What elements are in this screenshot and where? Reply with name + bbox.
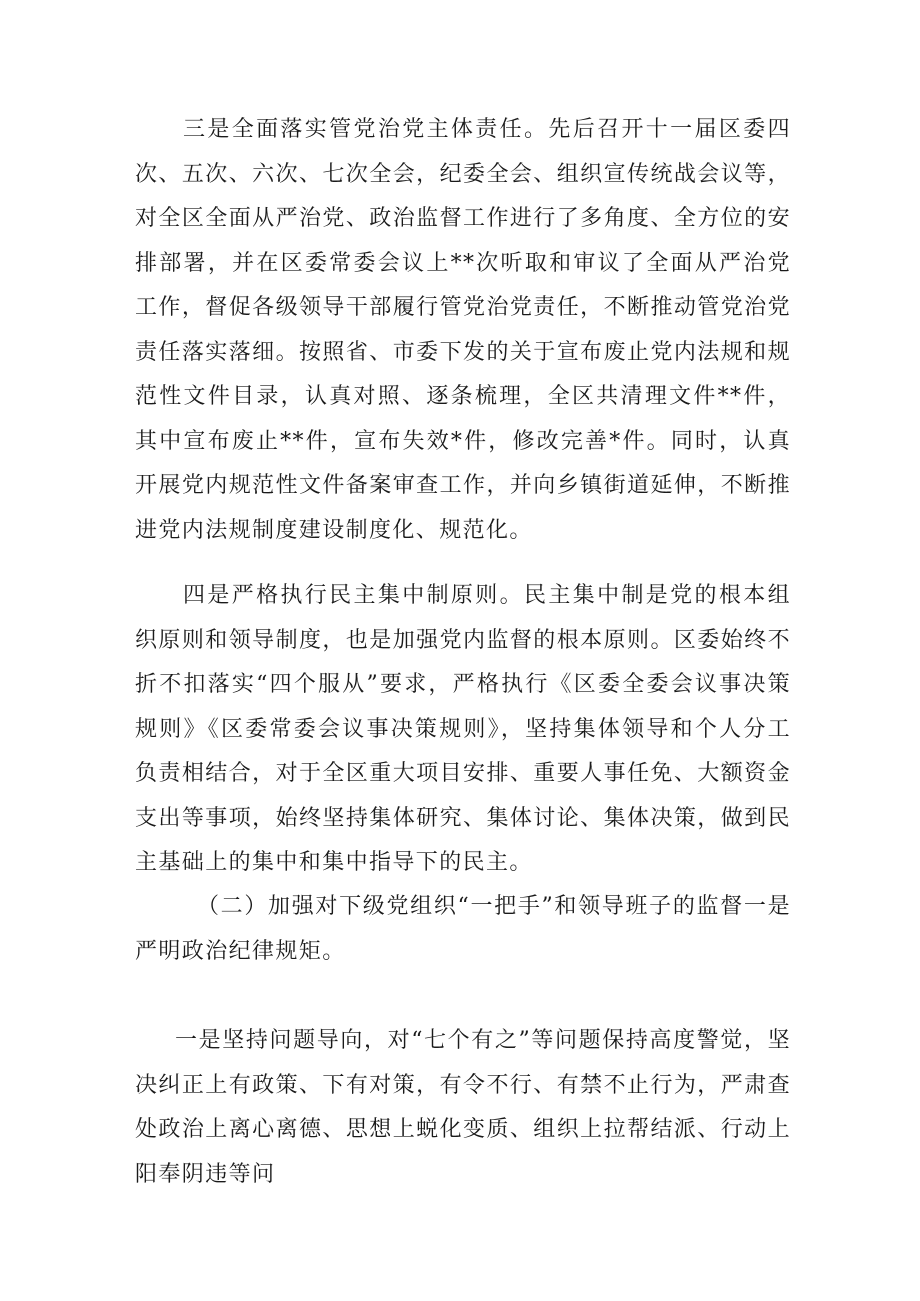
section-heading-supervision: （二）加强对下级党组织“一把手”和领导班子的监督一是严明政治纪律规矩。 [135, 894, 791, 964]
paragraph-democratic-centralism: 四是严格执行民主集中制原则。民主集中制是党的根本组织原则和领导制度，也是加强党内监督的根本原则。区委始终不折不扣落实“四个服从”要求，严格执行《区委全委会议事决策规则》《区委常委会议事决策规则》，坚持集体领导和个人分工负责相结合，对于全区重大项目安排、重要人事任免、大额资金支出等事项，始终坚持集体研究、集体讨论、集体决策，做到民主基础上的集中和集中指导下的民主。 [135, 583, 791, 875]
paragraph-problem-orientation: 一是坚持问题导向，对“七个有之”等问题保持高度警觉，坚决纠正上有政策、下有对策，有令不行、有禁不止行为，严肃查处政治上离心离德、思想上蜕化变质、组织上拉帮结派、行动上阳奉阴违等问 [135, 1028, 791, 1187]
paragraph-party-responsibility: 三是全面落实管党治党主体责任。先后召开十一届区委四次、五次、六次、七次全会，纪委全会、组织宣传统战会议等，对全区全面从严治党、政治监督工作进行了多角度、全方位的安排部署，并在区委常委会议上**次听取和审议了全面从严治党工作，督促各级领导干部履行管党治党责任，不断推动管党治党责任落实落细。按照省、市委下发的关于宣布废止党内法规和规范性文件目录，认真对照、逐条梳理，全区共清理文件**件，其中宣布废止**件，宣布失效*件，修改完善*件。同时，认真开展党内规范性文件备案审查工作，并向乡镇街道延伸，不断推进党内法规制度建设制度化、规范化。 [135, 117, 791, 543]
